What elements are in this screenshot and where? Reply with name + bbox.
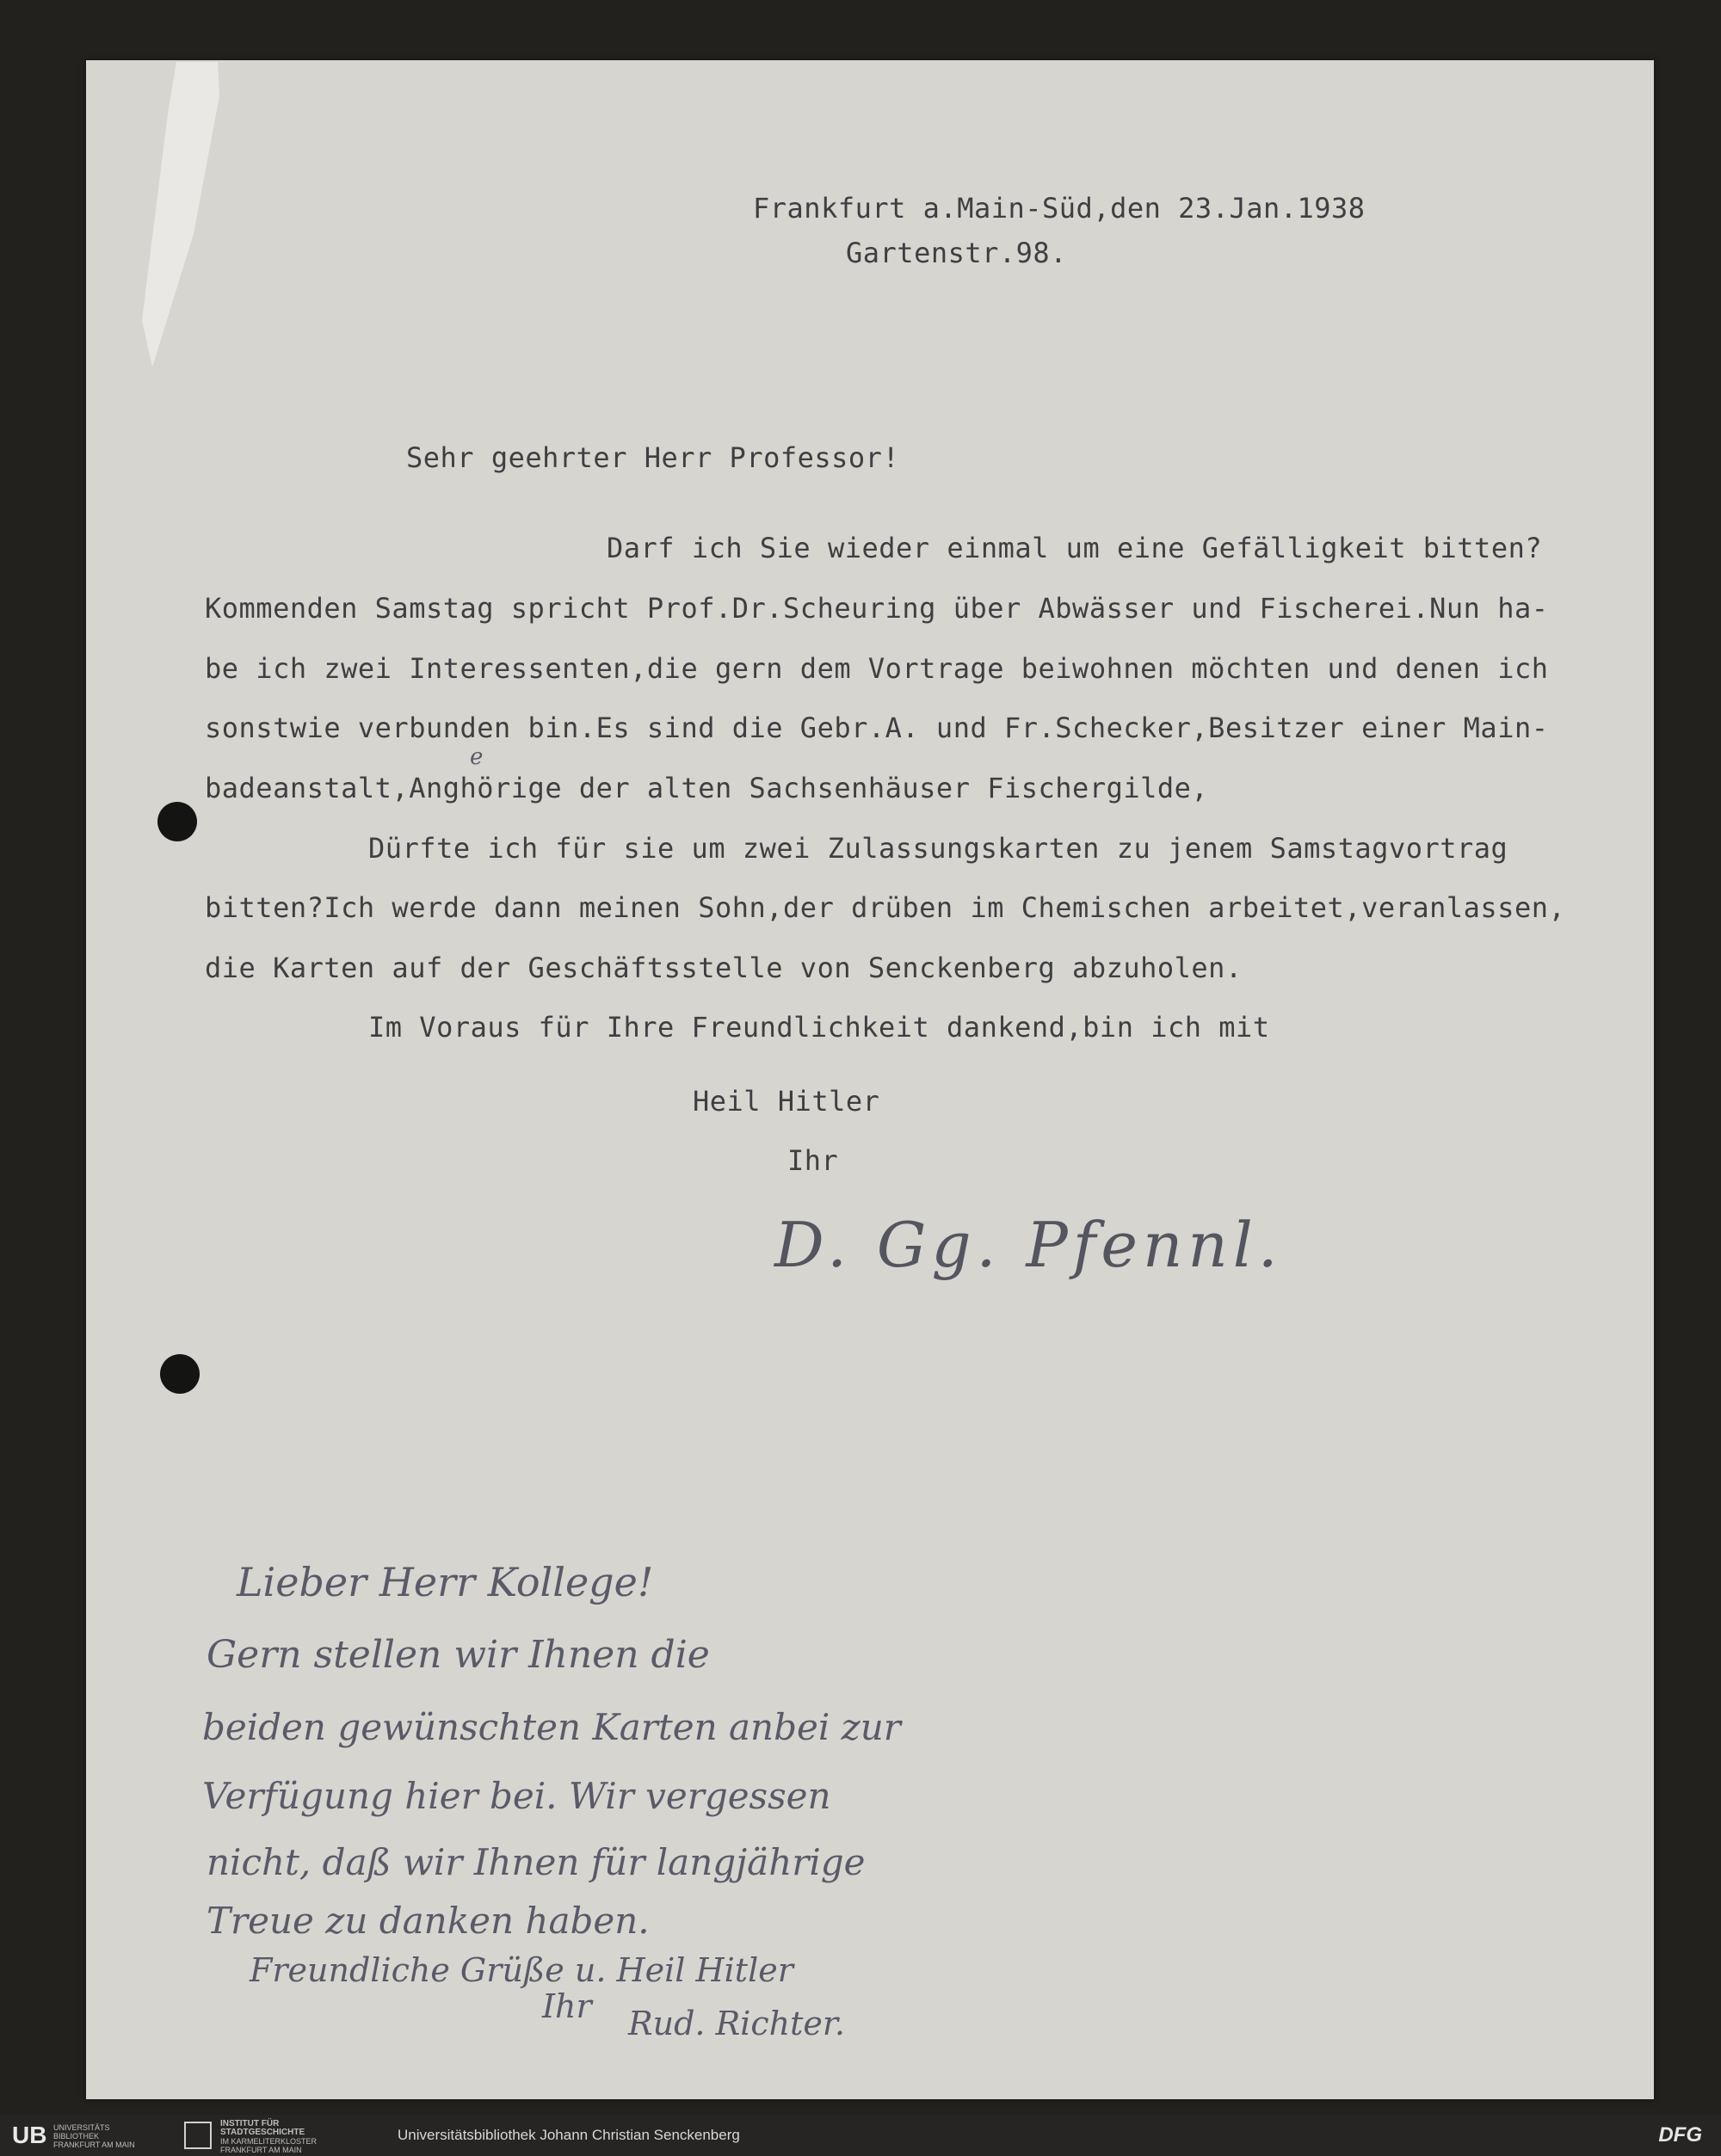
- body-line: be ich zwei Interessenten,die gern dem Vortrage beiwohnen möchten und denen ich: [205, 652, 1549, 685]
- note-line: Treue zu danken haben.: [207, 1900, 650, 1942]
- note-line: Verfügung hier bei. Wir vergessen: [202, 1775, 831, 1817]
- salutation: Sehr geehrter Herr Professor!: [406, 441, 900, 474]
- place-date-line: Frankfurt a.Main-Süd,den 23.Jan.1938: [753, 192, 1366, 225]
- body-line: die Karten auf der Geschäftsstelle von Senckenberg abzuholen.: [205, 952, 1243, 984]
- ifs-label: INSTITUT FÜR STADTGESCHICHTE IM KARMELITERKLOSTER FRANKFURT AM MAIN: [220, 2119, 318, 2154]
- handwritten-insert-mark: e: [470, 744, 484, 770]
- note-line: Freundliche Grüße u. Heil Hitler: [250, 1951, 793, 1989]
- ub-label: UNIVERSITÄTS BIBLIOTHEK FRANKFURT AM MAIN: [53, 2123, 135, 2149]
- address-line: Gartenstr.98.: [846, 237, 1067, 269]
- body-line: badeanstalt,Anghörige der alten Sachsenhäuser Fischergilde,: [205, 772, 1209, 804]
- note-line: beiden gewünschten Karten anbei zur: [202, 1706, 901, 1748]
- note-signature: Rud. Richter.: [628, 2005, 845, 2042]
- ifs-logo-icon: [184, 2122, 212, 2149]
- footer-bar: [0, 2115, 1721, 2156]
- closing-heil: Heil Hitler: [693, 1085, 880, 1118]
- ub-logo: UB: [12, 2122, 47, 2148]
- body-line: Dürfte ich für sie um zwei Zulassungskarten zu jenem Samstagvortrag: [368, 832, 1508, 865]
- body-line: Im Voraus für Ihre Freundlichkeit dankend,bin ich mit: [368, 1011, 1270, 1044]
- note-line: Lieber Herr Kollege!: [237, 1559, 654, 1605]
- punch-hole-bottom: [160, 1354, 200, 1394]
- folded-corner: [142, 62, 219, 372]
- punch-hole-top: [157, 802, 197, 841]
- body-line: Kommenden Samstag spricht Prof.Dr.Scheuring über Abwässer und Fischerei.Nun ha-: [205, 592, 1549, 625]
- note-line: nicht, daß wir Ihnen für langjährige: [207, 1841, 866, 1883]
- body-line: bitten?Ich werde dann meinen Sohn,der drüben im Chemischen arbeitet,veranlassen,: [205, 891, 1566, 924]
- note-line: Ihr: [542, 1987, 592, 2025]
- library-credit: Universitätsbibliothek Johann Christian Senckenberg: [398, 2127, 740, 2143]
- dfg-logo: DFG: [1658, 2123, 1702, 2147]
- signature: D. Gg. Pfennl.: [774, 1209, 1283, 1281]
- body-line: Darf ich Sie wieder einmal um eine Gefälligkeit bitten?: [607, 532, 1543, 564]
- note-line: Gern stellen wir Ihnen die: [207, 1633, 710, 1677]
- body-line: sonstwie verbunden bin.Es sind die Gebr.A. und Fr.Schecker,Besitzer einer Main-: [205, 711, 1549, 744]
- closing-ihr: Ihr: [787, 1144, 839, 1177]
